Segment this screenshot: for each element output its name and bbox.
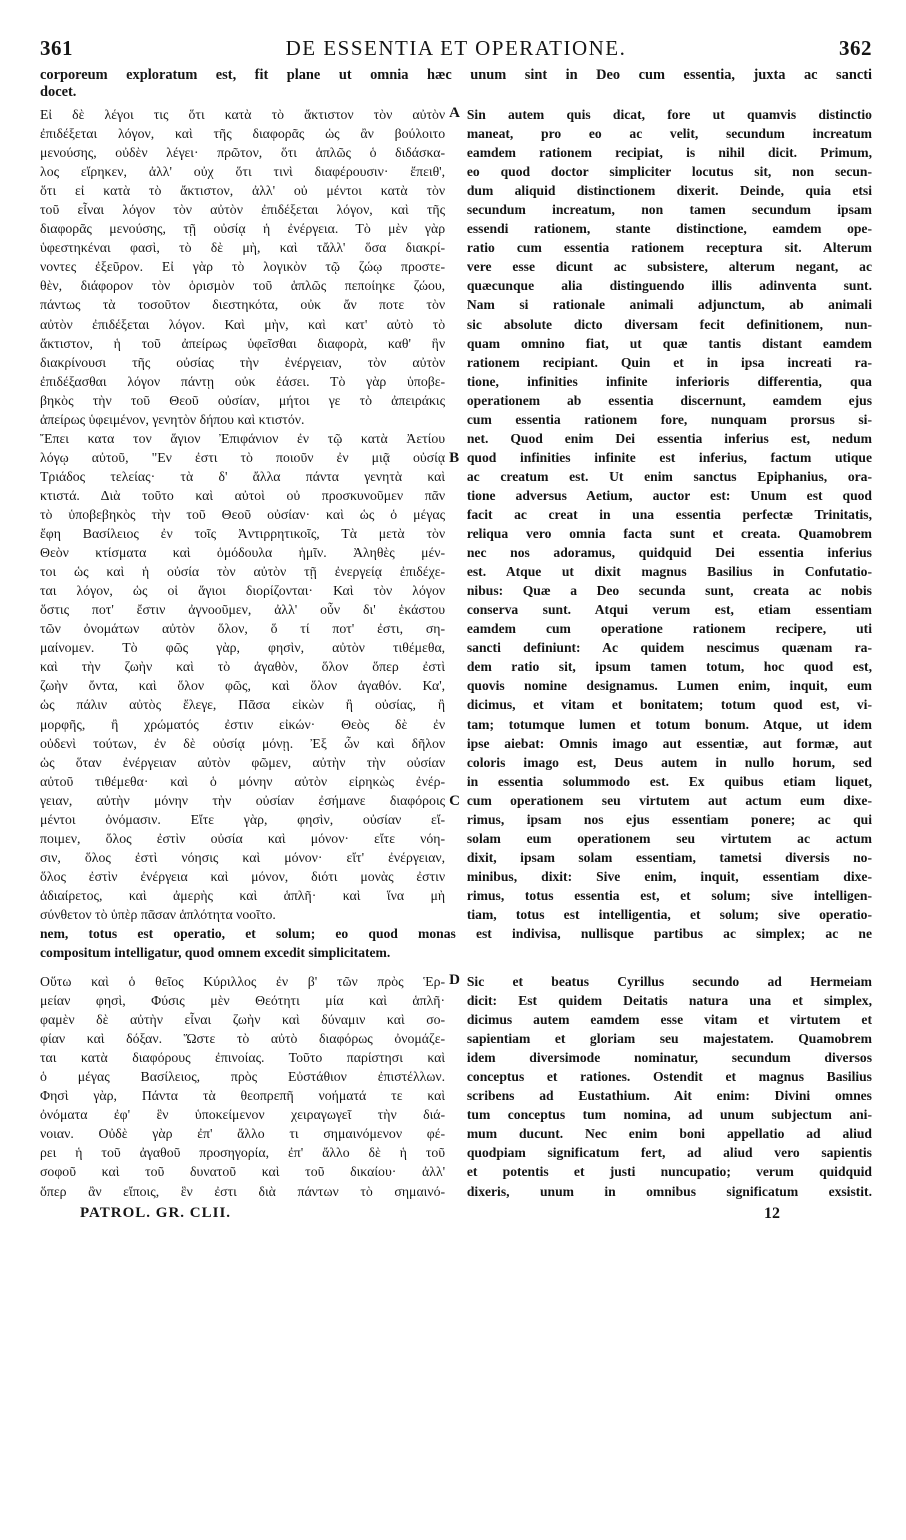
text-line: λος εἴρηκεν, ἀλλ' οὐχ ὅτι τινὶ διαφέρουσιν· ἔπειθ', [40,164,446,180]
text-line: λόγῳ αὐτοῦ, "Εν ἐστι τὸ ποιοῦν ἐν μιᾷ οὐσίᾳ [40,449,446,465]
text-line: coloris imago est, Deus autem in nullo horum, sed [466,754,872,770]
text-line: ὅστις ποτ' ἔστιν ἀγνοοῦμεν, ἀλλ' οὖν δι' ἑκάστου [40,602,446,618]
text-line: φαμὲν δὲ αὐτὴν εἶναι ζωὴν καὶ δύναμιν καὶ σο- [40,1012,446,1028]
text-line: tam; totumque lumen et totum bonum. Atque, ut idem [466,716,872,732]
text-line: θὲν, διάφορον τὸν ὁρισμὸν τοῦ ἁπλῶς πεποίηκε ζώου, [40,278,446,294]
section-marker-a: A [449,105,460,121]
signature-mark: PATROL. GR. CLII. [80,1204,232,1221]
running-header [40,36,872,64]
text-line: μενούσης, οὐδὲν λέγει· πρῶτον, ὅτι ἁπλῶς ὁ διδάσκα- [40,145,446,161]
text-line: καὶ τὴν ζωὴν καὶ τὸ ἀγαθὸν, ὅλον ὅπερ ἐστὶ [40,659,446,675]
text-line: dicimus autem eamdem esse vitam et virtutem et [466,1012,872,1028]
text-line: ὅπερ ἂν εἴποις, ἓν ἐστι διὰ πάντων τὸ σημαινό- [40,1183,446,1199]
text-line: σύνθετον τὸ ὑπὲρ πᾶσαν ἁπλότητα νοοῖτο. [40,906,276,922]
text-line: Nam si rationale animali adjunctum, ab animali [466,297,872,313]
text-line: ζωὴν ὄντα, καὶ ὅλον φῶς, καὶ ὅλον ἀγαθόν. Κα', [40,678,446,694]
text-line: tione, infinities infinite inferioris differentia, qua [466,373,872,389]
text-line: quæcunque alia distinguendo illis adinventa sunt. [466,278,872,294]
text-line: φίαν καὶ δόξαν. Ὥστε τὸ αὐτὸ διαφόρως ὀνομάζε- [40,1031,446,1047]
text-line: rationem recipiant. Quin et in ipsa increati ra- [466,354,872,370]
text-line: τὸ ὑποβεβηκὸς τὴν τοῦ Θεοῦ οὐσίαν· καὶ ὡς ὁ μέγας [40,506,446,522]
text-line: in essentia solummodo est. Ex quibus etiam liquet, [466,773,872,789]
text-line: conserva sunt. Atqui verum est, etiam essentiam [466,602,872,618]
text-line: Sin autem quis dicat, fore ut quamvis distinctio [466,107,872,122]
text-line: maneat, pro eo ac velit, secundum increatum [466,126,872,142]
text-line: ὁ μέγας Βασίλειος, πρὸς Εὐστάθιον ἐπιστέλλων. [40,1069,446,1085]
page-footer [40,1205,872,1223]
text-line: ὅλος ἐστὶν ἐνέργεια καὶ μόνον, διότι μονὰς ἐστιν [40,868,446,884]
text-line: dixit, ipsam solam essentiam, tametsi diversis no- [466,849,872,865]
text-line: nec nos adoramus, quidquid Dei essentia inferius [466,545,872,561]
text-line: vere esse dicunt ac subsistere, alterum negant, ac [466,259,872,275]
text-line: ποιμεν, ὅλος ἐστὶν οὐσία καὶ μόνον· εἴτε νόη- [40,830,446,846]
text-line: τοι ὡς καὶ ἡ οὐσία τὸν αὐτὸν τῇ ἐνεργείᾳ ἐπιδέχε- [40,564,446,580]
text-line: μορφῆς, ἢ χρώματός ἐστιν εἰκών· Θεὸς δὲ ἐν [40,716,446,732]
sheet-number: 12 [764,1204,780,1222]
text-line: conceptus et rationes. Ostendit et magnus Basilius [466,1069,872,1085]
parallel-block-1 [40,105,872,924]
greek-column [40,972,445,1201]
text-line: ὀνόματα ἐφ' ἓν ὑποκείμενον χειραγωγεῖ τὴν διά- [40,1107,446,1123]
section-marker-d: D [449,972,460,989]
text-line: νοιαν. Οὐδὲ γὰρ ἐπ' ἄλλο τι σημαινόμενον φέ- [40,1126,446,1142]
text-line: ὡς πάλιν αὐτὸς ἔλεγε, Πᾶσα εἰκὼν ἢ οὐσίας, ἢ [40,697,446,713]
text-line: ἐπιδέξασθαι λόγον πάντῃ οὐκ ἐάσει. Τὸ γὰρ ὑποβε- [40,373,446,389]
text-line: σοφοῦ καὶ τοῦ δυνατοῦ καὶ τοῦ δικαίου· ἀλλ' [40,1164,446,1180]
text-line: solam eum operationem seu virtutem ac actum [466,830,872,846]
text-line: ἀδιαίρετος, καὶ ἀμερὴς καὶ ἁπλῆ· καὶ ἵνα μὴ [40,887,446,903]
intro-paragraph [40,67,872,101]
running-title: DE ESSENTIA ET OPERATIONE. [285,36,627,60]
text-line: dicimus, et vitam et bonitatem; totum quod est, vi- [466,697,872,713]
text-line: quodpiam significatum fert, ad aliud vero sapientis [466,1145,872,1161]
text-line: net. Quod enim Dei essentia inferius est, nedum [466,430,872,446]
text-line: quovis nomine designamus. Lumen enim, inquit, eum [466,678,872,694]
text-line: eo quod doctor simpliciter locutus sit, non secun- [466,164,872,180]
text-line: minibus, dixit: Sive enim, inquit, essentiam dixe- [466,868,872,884]
text-line: dum aliquid distinctionem dixerit. Deinde, quia etsi [466,183,872,199]
text-line: Θεὸν κτίσματα καὶ ὁμόδουλα ἡμῖν. Ἀληθὲς μέν- [40,545,446,561]
right-page-number: 362 [839,36,872,60]
text-line: facit ac creat in una essentia perfectæ Trinitatis, [466,506,872,522]
text-line: ἐπιδέξεται λόγον, καὶ τῆς διαφορᾶς ὡς ἂν βούλοιτο [40,126,446,142]
text-line: ipse aiebat: Omnis imago aut essentiæ, aut formæ, aut [466,735,872,751]
text-line: cum operationem seu virtutem aut actum eum dixe- [466,792,872,808]
text-line: μείαν φησὶ, Φύσις μὲν Θεότητι μία καὶ ἁπλῆ· [40,993,446,1009]
text-line: Εἰ δὲ λέγοι τις ὅτι κατὰ τὸ ἄκτιστον τὸν αὐτὸν [40,107,446,122]
column-gutter [445,972,467,1201]
text-line: νοντες ἐξεῦρον. Εἰ γὰρ τὸ λογικὸν τῷ ζώῳ προστε- [40,259,446,275]
text-line: dem ratio sit, ipsum tamen totum, hoc quod est, [466,659,872,675]
greek-column [40,105,445,924]
text-line: dixeris, unum in omnibus significatum exsistit. [466,1183,872,1199]
text-line: et potentis et justi nuncupatio; verum quidquid [466,1164,872,1180]
text-line: cum essentia rationem fore, nunquam prorsus si- [466,411,872,427]
text-line: μαίνομεν. Τὸ φῶς γὰρ, φησὶν, αὐτὸν τιθέμεθα, [40,640,446,656]
text-line: βηκὸς τὴν τοῦ Θεοῦ οὐσίαν, μήτοι γε τὸ ἀπειράκις [40,392,446,408]
text-line: idem diversimode nominatur, secundum diversos [466,1050,872,1066]
text-line: quam omnino fiat, ut quæ tantis distant eamdem [466,335,872,351]
text-line: διακρίνουσι τῆς οὐσίας τὴν ἐνέργειαν, τὸν αὐτὸν [40,354,446,370]
text-line: ac creatum est. Ut enim sanctus Epiphanius, ora- [466,468,872,484]
text-line: τοῦ εἶναι λόγον τὸν αὐτὸν ἐπιδέξεται λόγον, καὶ τῆς [40,202,446,218]
text-line: secundum increatum, non tamen secundum ipsam [466,202,872,218]
text-line: eamdem cum operatione rationem recipere, uti [466,621,872,637]
text-line: ρει ἡ τοῦ ἀγαθοῦ προσηγορία, ἐπ' ἄλλο δὲ ἡ τοῦ [40,1145,446,1161]
text-line: essendi rationem, stante distinctione, eamdem ope- [466,221,872,237]
text-line: μέντοι ὀνόμασιν. Εἴτε γὰρ, φησὶν, οὐσίαν εἴ- [40,811,446,827]
text-line: Φησὶ γὰρ, Πάντα τὰ θεοπρεπῆ νοήματά τε καὶ [40,1088,446,1104]
text-line: διαφορᾶς μενούσης, τῇ οὐσίᾳ ἡ ἐνέργεια. Τὸ μὲν γὰρ [40,221,446,237]
text-line: ἄκτιστον, ἡ τοῦ ἀπείρως ὑφεῖσθαι διαφορὰ, καθ' ἣν [40,335,446,351]
text-line: ἔφη Βασίλειος ἐν τοῖς Ἀντιρρητικοῖς, Τὰ μετὰ τὸν [40,526,446,542]
text-line: est. Atque ut dixit magnus Basilius in Confutatio- [466,564,872,580]
text-line: scribens ad Eustathium. Ait enim: Divini omnes [466,1088,872,1104]
text-line: reliqua vero omnia facta sunt et creata. Quamobrem [466,526,872,542]
parallel-block-2 [40,972,872,1201]
text-line: eamdem rationem recipiat, is nihil dicit. Primum, [466,145,872,161]
text-line: τῶν ὀνομάτων αὐτὸν ὅλον, ὅ τί ποτ' ἐστι, ση- [40,621,446,637]
continuation-line: compositum intelligatur, quod omnem excedit simplicitatem. [40,945,391,961]
full-width-continuation [40,924,872,962]
text-line: πάντως τὰ τοσοῦτον διεστηκότα, οὐκ ἄν ποτε τὸν [40,297,446,313]
text-line: mum ducunt. Nec enim boni appellatio ad aliud [466,1126,872,1142]
text-line: Οὕτω καὶ ὁ θεῖος Κύριλλος ἐν β' τῶν πρὸς Ἑρ- [40,974,446,990]
text-line: ται λόγον, ὡς οἱ ἅγιοι διορίζονται· Καὶ τὸν λόγον [40,583,446,599]
section-marker-b: B [449,450,460,466]
text-line: κτιστά. Διὰ τοῦτο καὶ αὐτοὶ οὐ προσκυνοῦμεν πᾶν [40,487,446,503]
text-line: γειαν, αὐτὴν μόνην τὴν οὐσίαν ἐσήμανε διαφόροις [40,792,446,808]
latin-column [467,972,872,1201]
text-line: sancti definiunt: Ac quidem nescimus quænam ra- [466,640,872,656]
text-line: nibus: Quæ a Deo secunda sunt, creata ac nobis [466,583,872,599]
text-line: Sic et beatus Cyrillus secundo ad Hermeiam [466,974,872,990]
text-line: ratio cum essentia rationem receptura sit. Alterum [466,240,872,256]
text-line: αὐτὸν ἐπιδέξεται λόγον. Καὶ μὴν, καὶ κατ' αὐτὸ τὸ [40,316,446,332]
left-page-number: 361 [40,36,73,60]
continuation-line: nem, totus est operatio, et solum; eo quod monas est indivisa, nullisque partibus ac simplex; ac ne [40,926,872,942]
text-line: tum conceptus tum nomina, ad unum subjectum ani- [466,1107,872,1123]
text-line: Τριάδος τελείας· τὰ δ' ἄλλα πάντα γενητὰ καὶ [40,468,446,484]
text-line: quod infinities infinite est inferius, factum utique [466,449,872,465]
text-line: ὅτι εἰ κατὰ τὸ ἄκτιστον, ἀλλ' οὐ μέντοι κατὰ τὸν [40,183,446,199]
text-line: σιν, ὅλος ἐστὶ νόησις καὶ μόνον· εἴτ' ἐνέργειαν, [40,849,446,865]
text-line: tiam, totus est intelligentia, et solum; sive operatio- [466,906,872,922]
text-line: dicit: Est quidem Deitatis natura una et simplex, [466,993,872,1009]
section-marker-c: C [449,793,460,809]
text-line: sic absolute dicto diversam fecit definitionem, nun- [466,316,872,332]
text-line: ὡς ὅταν ἐνέργειαν αὐτὸν φῶμεν, αὐτὴν τὴν οὐσίαν [40,754,446,770]
text-line: Ἔπει κατα τον ἅγιον Ἐπιφάνιον ἐν τῷ κατὰ Ἀετίου [40,430,446,446]
text-line: sapientiam et gloriam seu majestatem. Quamobrem [466,1031,872,1047]
text-line: ὑφεστηκέναι φασὶ, τὸ δὲ μὴ, καὶ τἄλλ' ὅσα διακρί- [40,240,446,256]
text-line: rimus, ipsam nos ejus essentiam ponere; ac qui [466,811,872,827]
text-line: αὐτοῦ τιθέμεθα· καὶ ὁ μόνην αὐτὸν εἰρηκὼς ἐνέρ- [40,773,446,789]
intro-line: corporeum exploratum est, fit plane ut omnia hæc unum sint in Deo cum essentia, juxta ac sancti [40,67,872,83]
text-line: ται κατὰ διαφόρους ἐπινοίας. Τοῦτο παρίστησι καὶ [40,1050,446,1066]
text-line: tione adversus Aetium, auctor est: Unum est quod [466,487,872,503]
text-line: operationem ab essentia discernunt, eamdem ejus [466,392,872,408]
column-gutter [445,105,467,924]
latin-column [467,105,872,924]
text-line: ἀπείρως ὑφειμένον, γενητὸν δήπου καὶ κτιστόν. [40,411,305,427]
text-line: οὐδενὶ τούτων, ἐν δὲ οὐσίᾳ μόνῃ. Ἐξ ὧν καὶ δῆλον [40,735,446,751]
intro-line: docet. [40,84,77,100]
text-line: rimus, totus essentia est, et solum; sive intelligen- [466,887,872,903]
